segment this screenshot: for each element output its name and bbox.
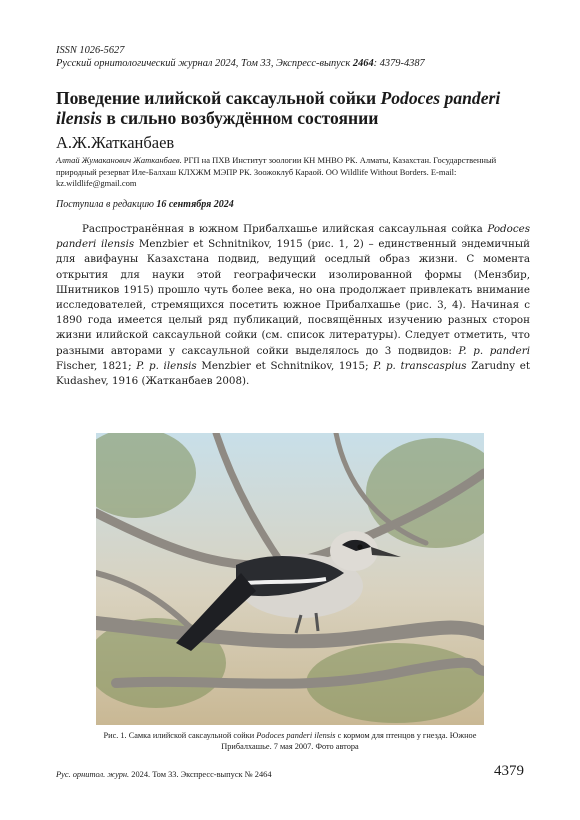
species-name-3: P. p. ilensis — [136, 359, 197, 372]
title-part2: в сильно возбуждённом состоянии — [101, 108, 379, 128]
body-text-2: Menzbier et Schnitnikov, 1915 (рис. 1, 2) – единственный эндемичный для авифауны Казахстана подвид, ведущий оседлый образ жизни. С момента открытия для науки этой географически изолированной формы (Мензбир, Шнитников 1915) прошло чуть более века, но она продолжает привлекать внимание исследователей, стремящихся посетить южное Прибалхашье (рис. 3, 4). Начиная с 1890 года имеется целый ряд публикаций, посвящённых изучению разных сторон жизни илийской саксаульной сойки (см. список литературы). Следует отметить, что разными авторами у саксаульной сойки выделялось до 3 подвидов: — [56, 238, 530, 357]
journal-name: Русский орнитологический журнал 2024, Том 33, Экспресс-выпуск — [56, 58, 353, 69]
author-name: А.Ж.Жатканбаев — [56, 133, 175, 152]
body-text-5: Zarudny et Kudashev, 1916 (Жатканбаев 2008). — [56, 359, 530, 388]
received-date-value: 16 сентября 2024 — [156, 199, 234, 210]
footer-journal: Рус. орнитол. журн. — [56, 770, 130, 779]
caption-text-1: Рис. 1. Самка илийской саксаульной сойки — [103, 731, 257, 740]
affiliation-text: . РГП на ПХВ Институт зоологии КН МНВО РК. Алматы, Казахстан. Государственный природный резерват Иле-Балхаш КЛХЖМ МЭПР РК. Зоожоклуб Караой. ОО Wildlife Without Borders. E-mail: kz.wildlife@gmail.com — [56, 155, 497, 189]
species-name-4: P. p. transcaspius — [373, 359, 467, 372]
affiliation-name: Алтай Жумаканович Жатканбаев — [56, 155, 180, 165]
title-species: Podoces panderi ilensis — [56, 88, 501, 128]
figure-caption — [80, 730, 500, 752]
issue-number: 2464 — [352, 58, 374, 69]
page-number: 4379 — [494, 763, 524, 779]
caption-text-2: с кормом для птенцов у гнезда. Южное Прибалхашье. 7 мая 2007. Фото автора — [221, 731, 477, 751]
issn: ISSN 1026-5627 — [56, 45, 125, 56]
caption-species: Podoces panderi ilensis — [256, 731, 336, 740]
received-date — [56, 199, 234, 210]
received-label: Поступила в редакцию — [56, 199, 157, 210]
title-part1: Поведение илийской саксаульной сойки — [56, 88, 381, 108]
footer-issue: 2024. Том 33. Экспресс-выпуск № 2464 — [129, 770, 272, 779]
body-text-3: Fischer, 1821; — [56, 359, 137, 372]
body-paragraph — [56, 222, 530, 389]
article-title — [56, 88, 536, 128]
author-affiliation — [56, 155, 536, 190]
species-name-2: P. p. panderi — [458, 344, 530, 357]
page-footer — [56, 770, 272, 779]
figure-photo-bird — [96, 433, 484, 725]
bird-photo-illustration — [96, 433, 484, 725]
species-name-1: Podoces panderi ilensis — [56, 223, 530, 251]
body-text-1: Распространённая в южном Прибалхашье илийская саксаульная сойка — [82, 223, 488, 235]
page-range: : 4379-4387 — [373, 58, 425, 69]
body-text-4: Menzbier et Schnitnikov, 1915; — [196, 359, 374, 372]
journal-header — [56, 44, 536, 70]
journal-citation — [56, 57, 536, 70]
